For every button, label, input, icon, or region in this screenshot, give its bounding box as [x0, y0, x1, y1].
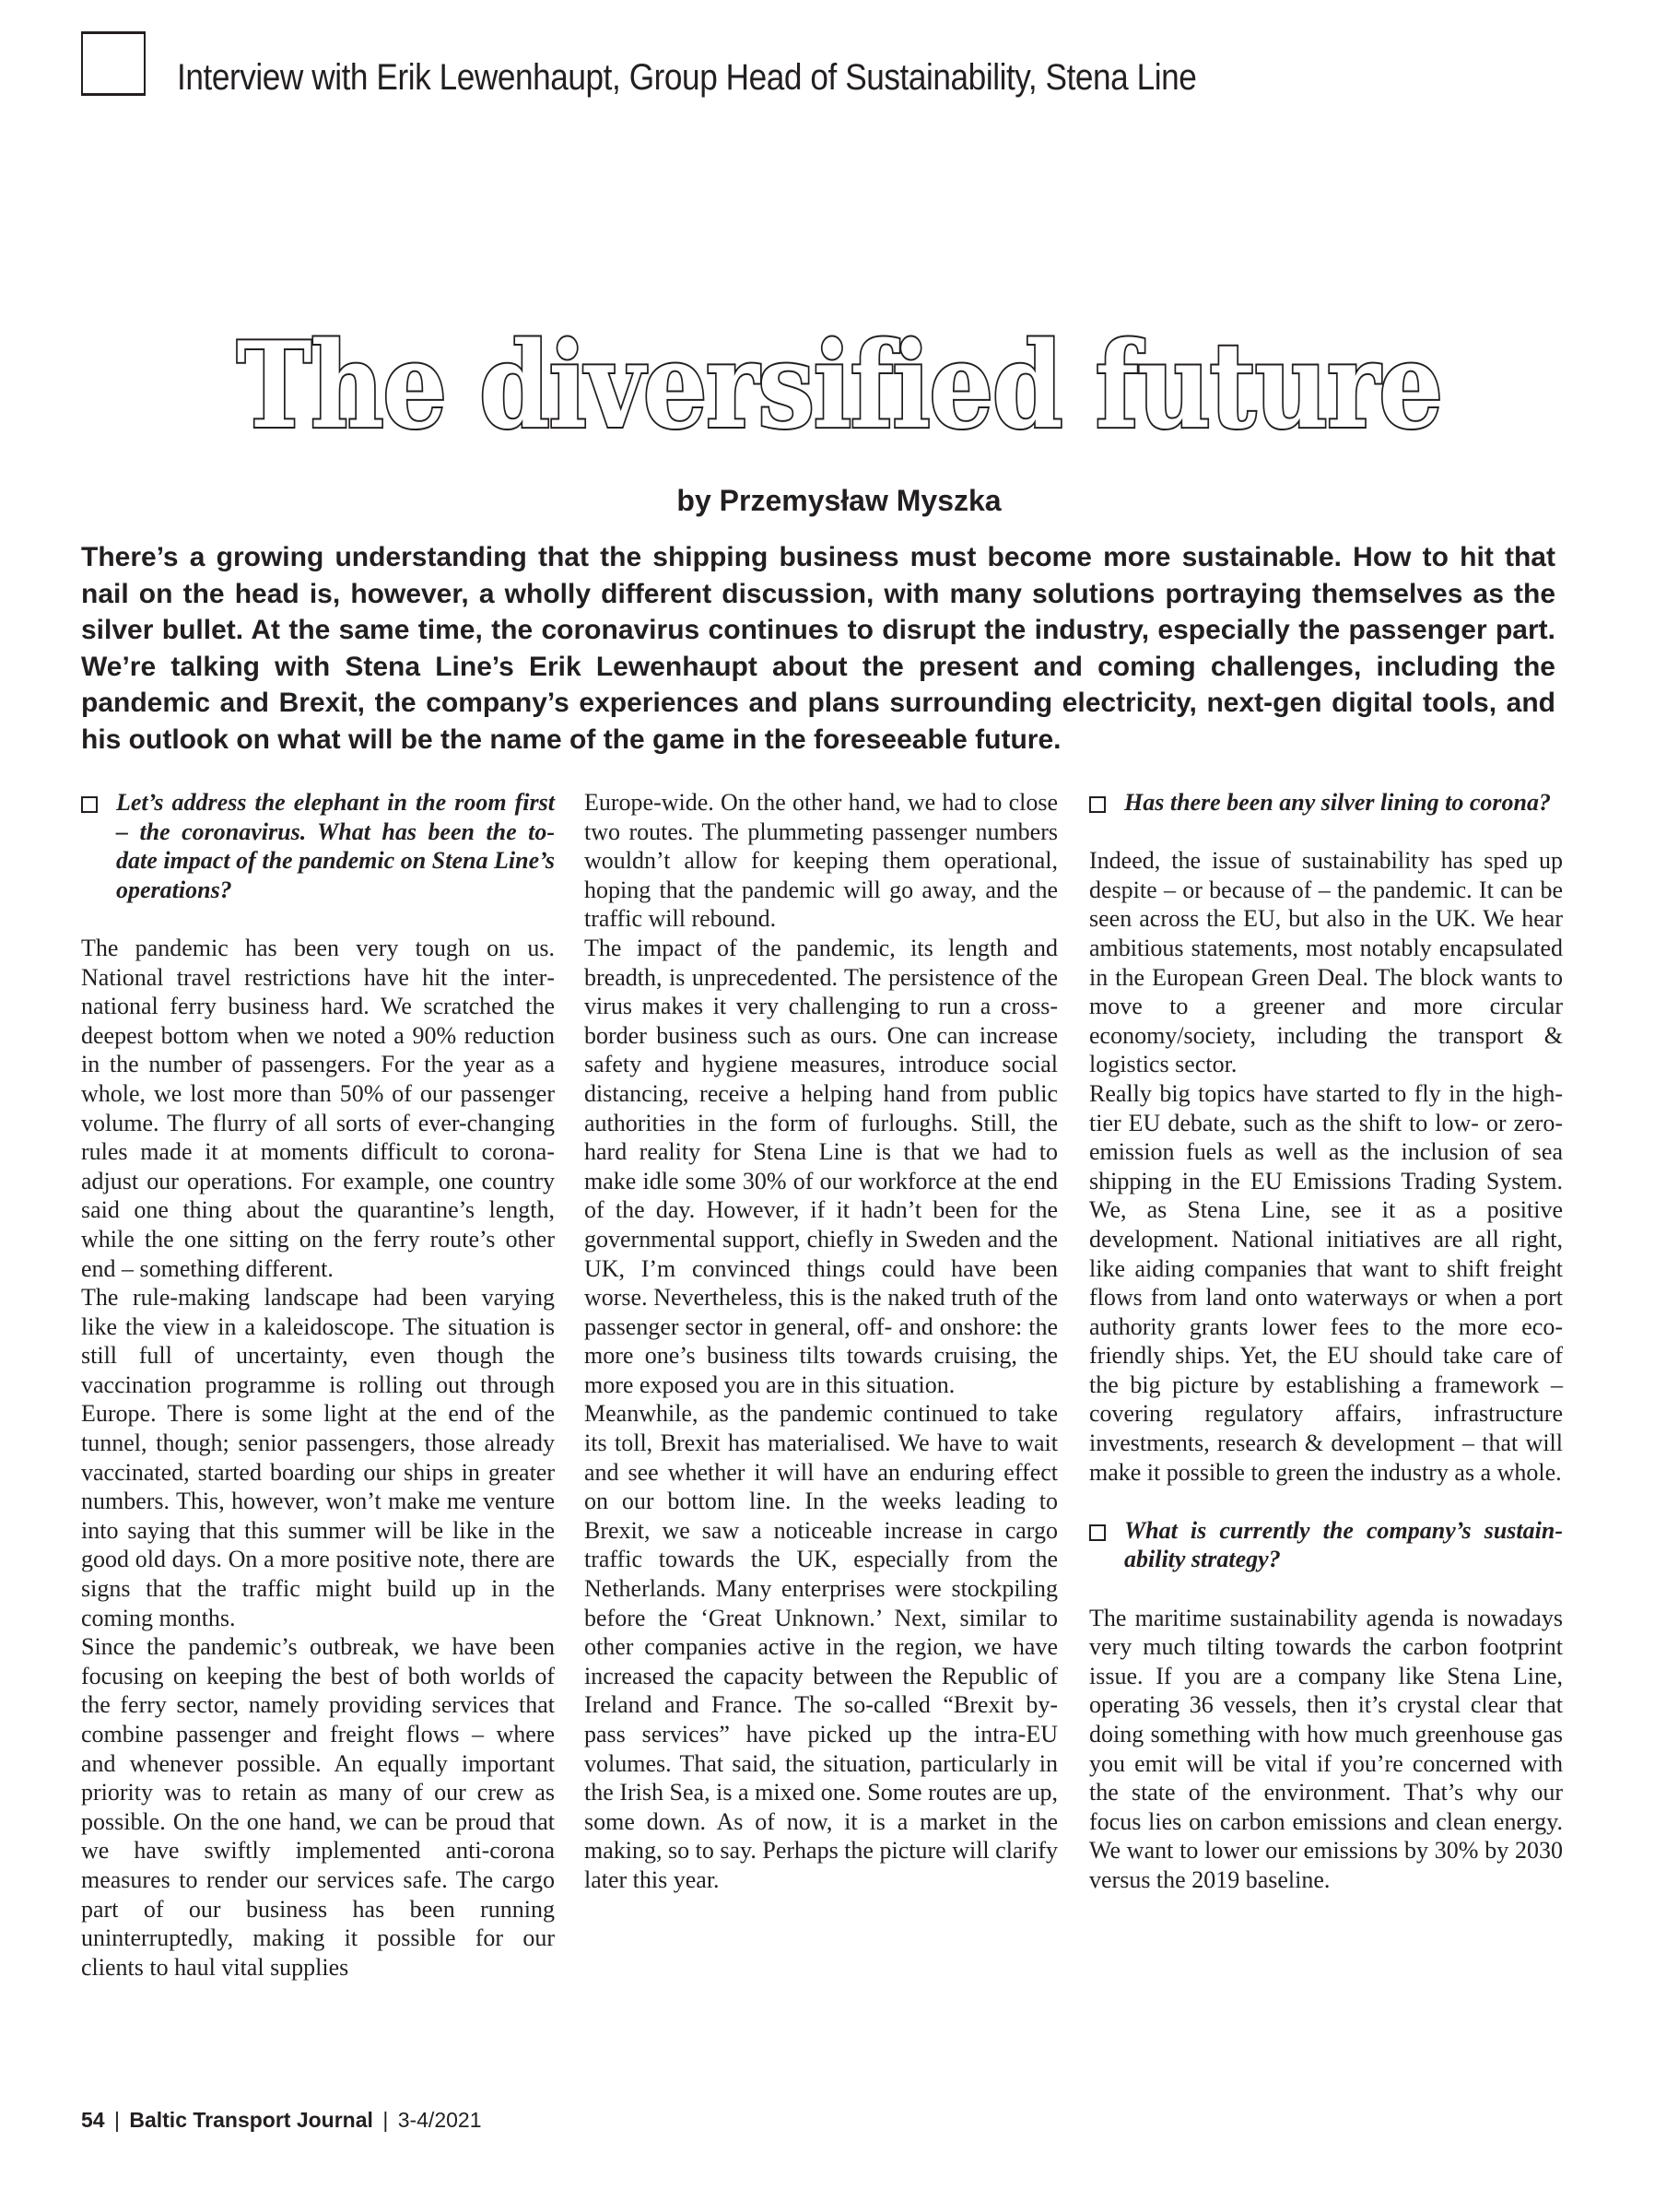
page-footer [81, 2108, 482, 2133]
interview-question [1089, 1516, 1563, 1574]
answer-paragraph: The impact of the pandemic, its length and breadth, is unprecedented. The persistence of the virus makes it very challenging to run a cross-border business such as ours. One can increase safety and hygiene measures, introduce social distancing, receive a helping hand from public authorities in the form of furloughs. Still, the hard reality for Stena Line is that we had to make idle some 30% of our workforce at the end of the day. However, if it hadn’t been for the governmental support, chiefly in Sweden and the UK, I’m convinced things could have been worse. Nevertheless, this is the naked truth of the passenger sector in general, off- and onshore: the more one’s business tilts towards cruising, the more exposed you are in this situation. [584, 934, 1058, 1398]
answer-paragraph: Meanwhile, as the pandemic continued to take its toll, Brexit has materialised. We have to wait and see whether it will have an enduring effect on our bottom line. In the weeks leading to Brexit, we saw a noticeable increase in cargo traffic towards the UK, especially from the Netherlands. Many enterprises were stockpiling before the ‘Great Unknown.’ Next, similar to other companies active in the region, we have increased the capacity between the Republic of Ireland and France. The so-called “Brexit by-pass services” have picked up the intra-EU volumes. That said, the situation, particularly in the Irish Sea, is a mixed one. Some routes are up, some down. As of now, it is a market in the making, so to say. Perhaps the picture will clarify later this year. [584, 1400, 1058, 1893]
question-text: What is currently the company’s sustainability strategy? [1124, 1516, 1563, 1573]
question-marker-icon [81, 796, 98, 813]
question-marker-icon [1089, 796, 1106, 813]
section-marker-box [81, 31, 146, 96]
section-header: Interview with Erik Lewenhaupt, Group Head of Sustainability, Stena Line [177, 57, 1197, 98]
interview-question [1089, 788, 1563, 818]
column-2 [584, 788, 1058, 1895]
journal-name: Baltic Transport Journal [129, 2108, 373, 2132]
answer-paragraph: Indeed, the issue of sustainability has sped up despite – or because of – the pandemic. It can be seen across the EU, but also in the UK. We hear ambitious statements, most notably encapsulated in the European Green Deal. The block wants to move to a greener and more circular economy/society, including the transport & logistics sector. [1089, 847, 1563, 1078]
column-1 [81, 788, 555, 1982]
answer-paragraph: Europe-wide. On the other hand, we had to close two routes. The plummeting passenger numbers wouldn’t allow for keeping them operational, hoping that the pandemic will go away, and the traffic will rebound. [584, 789, 1058, 933]
column-3 [1089, 788, 1563, 1895]
footer-separator: | [382, 2108, 389, 2132]
answer-paragraph: Since the pandemic’s outbreak, we have been focusing on keeping the best of both worlds of the ferry sector, namely providing services that combine passenger and freight flows – where and whenever possible. An equally important priority was to retain as many of our crew as possible. On the one hand, we can be proud that we have swiftly implemented anti-corona measures to render our services safe. The cargo part of our business has been running uninterruptedly, making it possible for our clients to haul vital supplies [81, 1633, 555, 1981]
question-text: Has there been any silver lining to corona? [1124, 789, 1551, 816]
answer-paragraph: The maritime sustainability agenda is nowadays very much tilting towards the carbon footprint issue. If you are a company like Stena Line, operating 36 vessels, then it’s crystal clear that doing something with how much greenhouse gas you emit will be vital if you’re concerned with the state of the environment. That’s why our focus lies on carbon emissions and clean energy. We want to lower our emissions by 30% by 2030 versus the 2019 baseline. [1089, 1604, 1563, 1893]
question-marker-icon [1089, 1524, 1106, 1541]
article-lead: There’s a growing understanding that the shipping business must become more sustainable. How to hit that nail on the head is, however, a wholly different discussion, with many solutions portraying themselves as the silver bullet. At the same time, the coronavirus continues to disrupt the industry, especially the passenger part. We’re talking with Stena Line’s Erik Lewenhaupt about the present and coming challenges, including the pandemic and Brexit, the company’s experiences and plans surrounding electricity, next-gen digital tools, and his outlook on what will be the name of the game in the foreseeable future. [81, 542, 1555, 755]
page-number: 54 [81, 2108, 105, 2132]
answer-paragraph: The rule-making landscape had been varying like the view in a kaleidoscope. The situation is still full of uncertainty, even though the vaccination programme is rolling out through Europe. There is some light at the end of the tunnel, though; senior passengers, those already vaccinated, started boarding our ships in greater numbers. This, however, won’t make me venture into saying that this summer will be like in the good old days. On a more positive note, there are signs that the traffic might build up in the coming months. [81, 1284, 555, 1631]
article-title: The diversified future [236, 317, 1442, 455]
interview-question [81, 788, 555, 904]
footer-separator: | [113, 2108, 120, 2132]
issue-number: 3-4/2021 [397, 2108, 482, 2132]
byline: by Przemysław Myszka [676, 484, 1002, 517]
answer-paragraph: Really big topics have started to fly in the high-tier EU debate, such as the shift to low- or zero-emission fuels as well as the inclusion of sea shipping in the EU Emissions Trading System. We, as Stena Line, see it as a positive development. National initiatives are all right, like aiding companies that want to shift freight flows from land onto waterways or when a port authority grants lower fees to the more eco-friendly ships. Yet, the EU should take care of the big picture by establishing a framework – covering regulatory affairs, infrastructure investments, research & development – that will make it possible to green the industry as a whole. [1089, 1079, 1563, 1486]
answer-paragraph: The pandemic has been very tough on us. National travel restrictions have hit the international ferry business hard. We scratched the deepest bottom when we noted a 90% reduction in the number of passengers. For the year as a whole, we lost more than 50% of our passenger volume. The flurry of all sorts of ever-changing rules made it at moments difficult to corona-adjust our operations. For example, one country said one thing about the quarantine’s length, while the one sitting on the ferry route’s other end – something different. [81, 934, 555, 1282]
question-text: Let’s address the elephant in the room first – the coronavirus. What has been the to-date impact of the pandemic on Stena Line’s operations? [116, 789, 555, 903]
